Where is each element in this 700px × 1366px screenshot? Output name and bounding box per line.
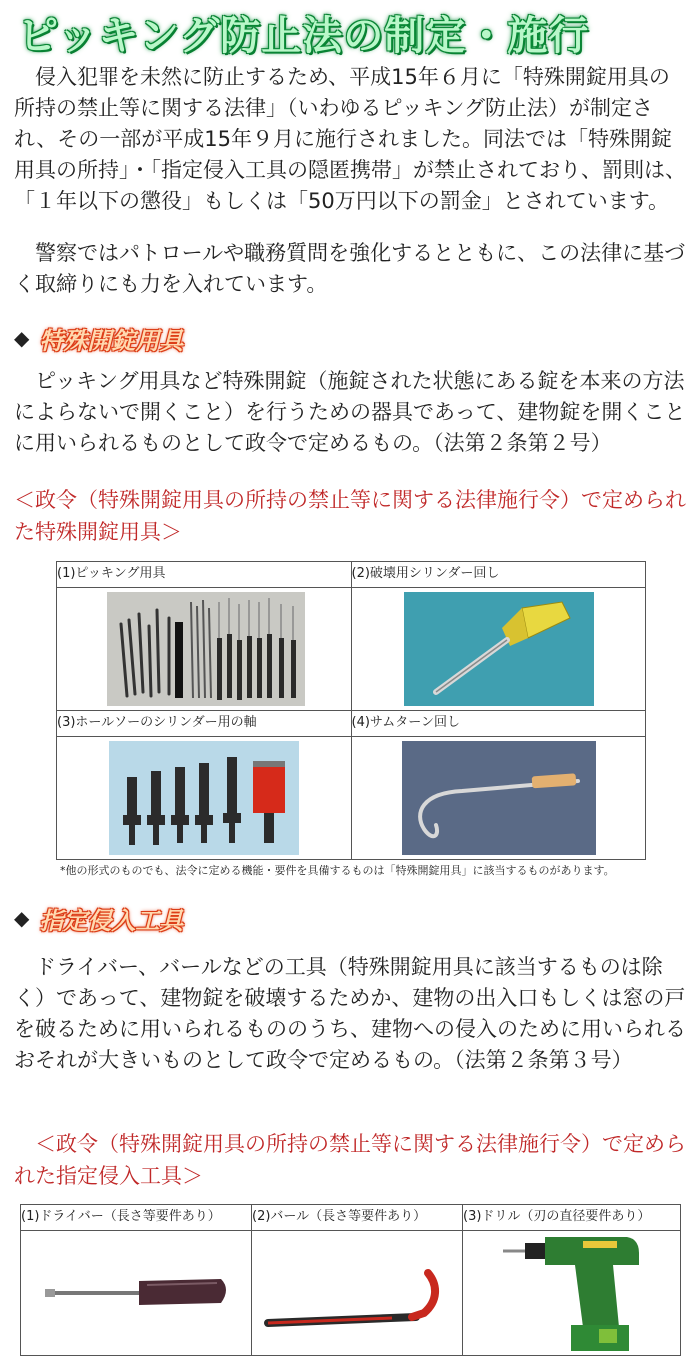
special-unlocking-tools-definition: ピッキング用具など特殊開錠（施錠された状態にある錠を本来の方法によらないで開くこと）を行うための器具であって、建物錠を開くことに用いられるものとして政令で定めるもの。（法第２条第２号） bbox=[14, 369, 686, 455]
tool-caption: (4)サムターン回し bbox=[351, 711, 646, 737]
tool-caption: (2)バール（長さ等要件あり） bbox=[252, 1205, 463, 1231]
tool-caption: (3)ドリル（刃の直径要件あり） bbox=[463, 1205, 681, 1231]
picking-tools-icon bbox=[57, 588, 351, 710]
cylinder-screwdriver-photo bbox=[351, 588, 646, 711]
drill-photo bbox=[463, 1231, 681, 1356]
screwdriver-icon bbox=[21, 1231, 251, 1355]
section-heading-label: 特殊開錠用具 bbox=[39, 326, 184, 355]
tool-caption: (1)ドライバー（長さ等要件あり） bbox=[21, 1205, 252, 1231]
section-heading-special-unlocking-tools bbox=[14, 320, 183, 356]
cylinder-screwdriver-icon bbox=[352, 588, 646, 710]
ordinance-title-intrusion-tools: ＜政令（特殊開錠用具の所持の禁止等に関する法律施行令）で定められた指定侵入工具＞ bbox=[14, 1132, 686, 1188]
tool-caption: (1)ピッキング用具 bbox=[57, 562, 352, 588]
crowbar-icon bbox=[252, 1231, 462, 1355]
section-heading-designated-intrusion-tools bbox=[14, 900, 183, 936]
intro-paragraph-police: 警察ではパトロールや職務質問を強化するとともに、この法律に基づく取締りにも力を入れています。 bbox=[14, 241, 686, 296]
thumb-turn-tool-icon bbox=[352, 737, 646, 859]
screwdriver-photo bbox=[21, 1231, 252, 1356]
designated-intrusion-tools-definition: ドライバー、バールなどの工具（特殊開錠用具に該当するものは除く）であって、建物錠を破壊するためか、建物の出入口もしくは窓の戸を破るために用いられるもののうち、建物への侵入のために用いられるおそれが大きいものとして政令で定めるもの。（法第２条第３号） bbox=[14, 955, 686, 1072]
crowbar-photo bbox=[252, 1231, 463, 1356]
tool-caption: (3)ホールソーのシリンダー用の軸 bbox=[57, 711, 352, 737]
diamond-bullet-icon: ◆ bbox=[14, 906, 30, 930]
special-tools-note: *他の形式のものでも、法令に定める機能・要件を具備するものは「特殊開錠用具」に該当するものがあります。 bbox=[60, 864, 615, 877]
special-unlocking-tools-table bbox=[56, 561, 646, 860]
picking-tools-photo bbox=[57, 588, 352, 711]
thumb-turn-tool-photo bbox=[351, 737, 646, 860]
page-title: ピッキング防止法の制定・施行 bbox=[18, 13, 590, 59]
section-heading-label: 指定侵入工具 bbox=[39, 906, 184, 935]
intro-paragraph: 侵入犯罪を未然に防止するため、平成15年６月に「特殊開錠用具の所持の禁止等に関する法律」（いわゆるピッキング防止法）が制定され、その一部が平成15年９月に施行されました。同法では「特殊開錠用具の所持」・「指定侵入工具の隠匿携帯」が禁止されており、罰則は、「１年以下の懲役」もしくは「50万円以下の罰金」とされています。 bbox=[14, 65, 686, 213]
drill-icon bbox=[463, 1231, 681, 1355]
ordinance-title-special-tools: ＜政令（特殊開錠用具の所持の禁止等に関する法律施行令）で定められた特殊開錠用具＞ bbox=[14, 488, 686, 544]
hole-saw-shafts-photo bbox=[57, 737, 352, 860]
tool-caption: (2)破壊用シリンダー回し bbox=[351, 562, 646, 588]
designated-intrusion-tools-table bbox=[20, 1204, 681, 1356]
diamond-bullet-icon: ◆ bbox=[14, 326, 30, 350]
hole-saw-shafts-icon bbox=[57, 737, 351, 859]
